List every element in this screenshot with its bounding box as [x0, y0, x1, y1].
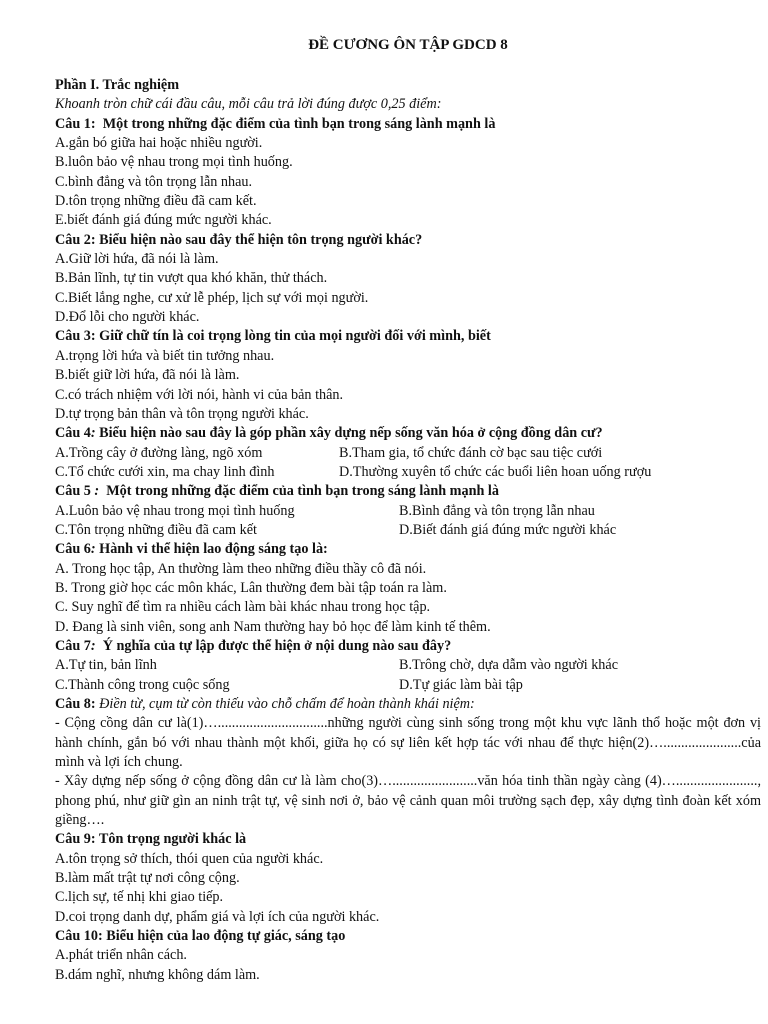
- question-text: Biểu hiện nào sau đây thể hiện tôn trọng người khác?: [99, 231, 423, 248]
- question-colon: :: [90, 541, 96, 558]
- question-label: Câu 9:: [55, 831, 96, 848]
- question-label: Câu 4: [55, 425, 91, 442]
- q7-option-a: A.Tự tin, bản lĩnh: [55, 657, 157, 674]
- q3-option-a: A.trọng lời hứa và biết tin tưởng nhau.: [55, 347, 275, 364]
- q6-option-c: C. Suy nghĩ để tìm ra nhiều cách làm bài khác nhau trong học tập.: [55, 599, 431, 616]
- question-text: Biểu hiện của lao động tự giác, sáng tạo: [106, 928, 346, 945]
- question-label: Câu 10:: [55, 928, 103, 945]
- part1-heading: Phần I. Trắc nghiệm: [55, 77, 180, 93]
- q5-options-row-1: [55, 502, 761, 521]
- q10-option-b: B.dám nghĩ, nhưng không dám làm.: [55, 966, 260, 983]
- q9-option-b: B.làm mất trật tự nơi công cộng.: [55, 870, 240, 887]
- question-label: Câu 2:: [55, 231, 96, 248]
- q4-options-row-1: [55, 444, 761, 463]
- question-text: Giữ chữ tín là coi trọng lòng tin của mọi người đối với mình, biết: [99, 328, 491, 345]
- q2-option-a: A.Giữ lời hứa, đã nói là làm.: [55, 251, 219, 268]
- q2-option-d: D.Đổ lỗi cho người khác.: [55, 309, 200, 326]
- q7-options-row-1: [55, 656, 761, 675]
- q6-option-a: A. Trong học tập, An thường làm theo những điều thầy cô đã nói.: [55, 560, 427, 577]
- q5-option-c: C.Tôn trọng những điều đã cam kết: [55, 521, 257, 538]
- question-5: [55, 482, 761, 501]
- question-3: [55, 327, 761, 346]
- question-text: Một trong những đặc điểm của tình bạn trong sáng lành mạnh là: [106, 483, 499, 500]
- q5-options-row-2: [55, 521, 761, 540]
- question-colon: :: [90, 483, 100, 500]
- q1-option-a: A.gắn bó giữa hai hoặc nhiều người.: [55, 135, 263, 152]
- question-4: [55, 424, 761, 443]
- question-text: Tôn trọng người khác là: [98, 831, 247, 848]
- question-6: [55, 540, 761, 559]
- q8-paragraph-1: - Cộng cồng dân cư là(1)…...............................những người cùng sinh sống trong một khu vực lãnh thổ hoặc một đơn vị hành chính, gắn bó với nhau thành một khối, giữa họ có sự liên kết hợp tác với nhau để thực hiện(2)…......................của mình và lợi ích chung.: [55, 715, 761, 771]
- q2-option-b: B.Bản lĩnh, tự tin vượt qua khó khăn, thử thách.: [55, 270, 328, 287]
- question-label: Câu 7: [55, 637, 91, 654]
- question-text: Biểu hiện nào sau đây là góp phần xây dựng nếp sống văn hóa ở cộng đồng dân cư?: [99, 425, 603, 442]
- q3-option-c: C.có trách nhiệm với lời nói, hành vi của bản thân.: [55, 386, 344, 403]
- q7-option-c: C.Thành công trong cuộc sống: [55, 676, 230, 693]
- question-2: [55, 231, 761, 250]
- q6-option-b: B. Trong giờ học các môn khác, Lân thường đem bài tập toán ra làm.: [55, 579, 447, 596]
- q1-option-e: E.biết đánh giá đúng mức người khác.: [55, 212, 272, 229]
- q3-option-d: D.tự trọng bản thân và tôn trọng người khác.: [55, 405, 309, 422]
- question-9: [55, 830, 761, 849]
- q4-option-c: C.Tổ chức cưới xin, ma chay linh đình: [55, 463, 275, 480]
- q4-option-d: D.Thường xuyên tổ chức các buổi liên hoan uống rượu: [339, 463, 652, 480]
- q2-option-c: C.Biết lắng nghe, cư xử lễ phép, lịch sự với mọi người.: [55, 289, 369, 306]
- q4-options-row-2: [55, 463, 761, 482]
- question-colon: :: [90, 425, 96, 442]
- q6-option-d: D. Đang là sinh viên, song anh Nam thường hay bỏ học để làm kinh tế thêm.: [55, 618, 491, 635]
- document-title: ĐỀ CƯƠNG ÔN TẬP GDCD 8: [308, 37, 508, 53]
- question-8: [55, 695, 761, 714]
- q4-option-a: A.Trồng cây ở đường làng, ngõ xóm: [55, 444, 263, 461]
- question-label: Câu 3:: [55, 328, 96, 345]
- document-content: [55, 76, 761, 985]
- q5-option-b: B.Bình đẳng và tôn trọng lẫn nhau: [399, 502, 595, 519]
- question-label: Câu 1:: [55, 115, 96, 132]
- question-label: Câu 5: [55, 483, 91, 500]
- question-label: Câu 8:: [55, 696, 96, 712]
- question-colon: :: [90, 637, 96, 654]
- q1-option-c: C.bình đẳng và tôn trọng lẫn nhau.: [55, 173, 253, 190]
- q3-option-b: B.biết giữ lời hứa, đã nói là làm.: [55, 367, 240, 384]
- question-text: Ý nghĩa của tự lập được thể hiện ở nội dung nào sau đây?: [102, 637, 452, 654]
- question-10: [55, 927, 761, 946]
- question-text: Một trong những đặc điểm của tình bạn trong sáng lành mạnh là: [102, 115, 496, 132]
- q5-option-a: A.Luôn bảo vệ nhau trong mọi tình huống: [55, 502, 295, 519]
- q7-options-row-2: [55, 676, 761, 695]
- question-text: Điền từ, cụm từ còn thiếu vào chỗ chấm để hoàn thành khái niệm:: [99, 696, 475, 712]
- q4-option-b: B.Tham gia, tổ chức đánh cờ bạc sau tiệc cưới: [339, 444, 603, 461]
- q5-option-d: D.Biết đánh giá đúng mức người khác: [399, 521, 617, 538]
- question-text: Hành vi thể hiện lao động sáng tạo là:: [99, 541, 328, 558]
- question-label: Câu 6: [55, 541, 91, 558]
- q9-option-d: D.coi trọng danh dự, phẩm giá và lợi ích của người khác.: [55, 908, 380, 925]
- q1-option-d: D.tôn trọng những điều đã cam kết.: [55, 193, 257, 210]
- q1-option-b: B.luôn bảo vệ nhau trong mọi tình huống.: [55, 154, 293, 171]
- q8-paragraph-2: - Xây dựng nếp sống ở cộng đồng dân cư là làm cho(3)…........................văn hóa tinh thần ngày càng (4)…......................., phong phú, như giữ gìn an ninh trật tự, vệ sinh nơi ở, bảo vệ cảnh quan môi trường sạch đẹp, xây dựng tình đoàn kết xóm giềng….: [55, 773, 761, 829]
- q9-option-a: A.tôn trọng sở thích, thói quen của người khác.: [55, 850, 324, 867]
- part1-instruction: Khoanh tròn chữ cái đầu câu, mỗi câu trả lời đúng được 0,25 điểm:: [55, 96, 442, 113]
- question-1: [55, 115, 761, 134]
- q9-option-c: C.lịch sự, tế nhị khi giao tiếp.: [55, 889, 224, 906]
- q7-option-b: B.Trông chờ, dựa dẫm vào người khác: [399, 657, 618, 674]
- question-7: [55, 637, 761, 656]
- q10-option-a: A.phát triển nhân cách.: [55, 947, 187, 964]
- q7-option-d: D.Tự giác làm bài tập: [399, 676, 523, 693]
